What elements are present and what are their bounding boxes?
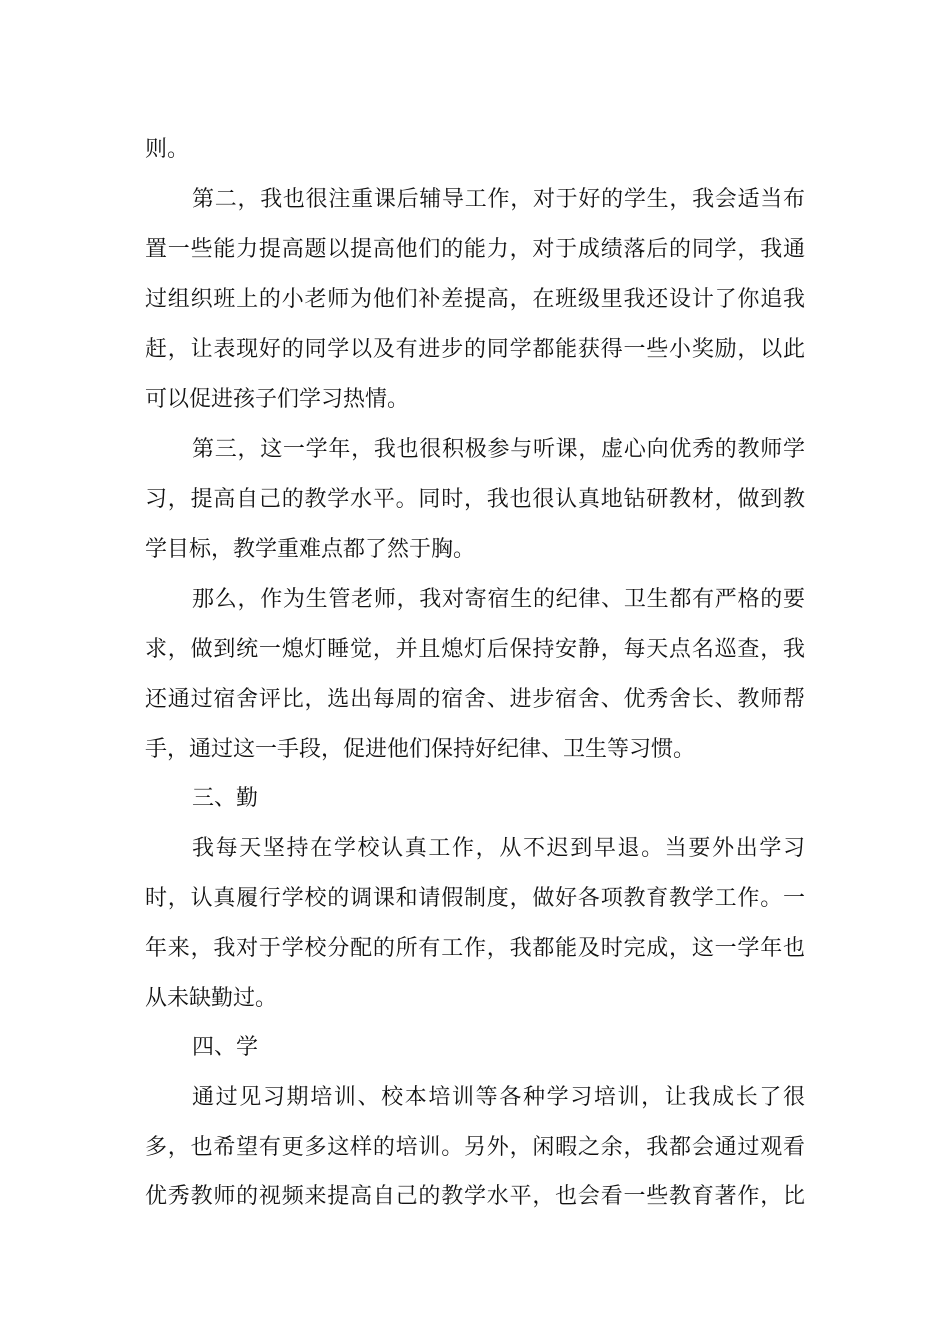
text-line: 习，提高自己的教学水平。同时，我也很认真地钻研教材，做到教: [145, 487, 805, 512]
text-line: 赶，让表现好的同学以及有进步的同学都能获得一些小奖励，以此: [145, 337, 805, 362]
text-line: 多，也希望有更多这样的培训。另外，闲暇之余，我都会通过观看: [145, 1135, 805, 1160]
paragraph-first-line: 第二，我也很注重课后辅导工作，对于好的学生，我会适当布: [192, 187, 805, 212]
text-line: 过组织班上的小老师为他们补差提高，在班级里我还设计了你追我: [145, 287, 805, 312]
paragraph-first-line: 那么，作为生管老师，我对寄宿生的纪律、卫生都有严格的要: [192, 587, 805, 612]
paragraph-first-line: 第三，这一学年，我也很积极参与听课，虚心向优秀的教师学: [192, 437, 805, 462]
section-heading: 三、勤: [192, 786, 259, 811]
text-line: 求，做到统一熄灯睡觉，并且熄灯后保持安静，每天点名巡查，我: [145, 637, 805, 662]
text-line: 置一些能力提高题以提高他们的能力，对于成绩落后的同学，我通: [145, 237, 805, 262]
text-line: 时，认真履行学校的调课和请假制度，做好各项教育教学工作。一: [145, 886, 805, 911]
text-line: 还通过宿舍评比，选出每周的宿舍、进步宿舍、优秀舍长、教师帮: [145, 687, 805, 712]
text-line: 从未缺勤过。: [145, 986, 278, 1011]
text-line: 则。: [145, 137, 190, 162]
section-heading: 四、学: [192, 1035, 259, 1060]
text-line: 学目标，教学重难点都了然于胸。: [145, 537, 476, 562]
paragraph-first-line: 我每天坚持在学校认真工作，从不迟到早退。当要外出学习: [192, 836, 805, 861]
text-line: 优秀教师的视频来提高自己的教学水平，也会看一些教育著作，比: [145, 1184, 805, 1209]
text-line: 年来，我对于学校分配的所有工作，我都能及时完成，这一学年也: [145, 936, 805, 961]
text-line: 可以促进孩子们学习热情。: [145, 387, 410, 412]
paragraph-first-line: 通过见习期培训、校本培训等各种学习培训，让我成长了很: [192, 1085, 805, 1110]
text-line: 手，通过这一手段，促进他们保持好纪律、卫生等习惯。: [145, 737, 696, 762]
